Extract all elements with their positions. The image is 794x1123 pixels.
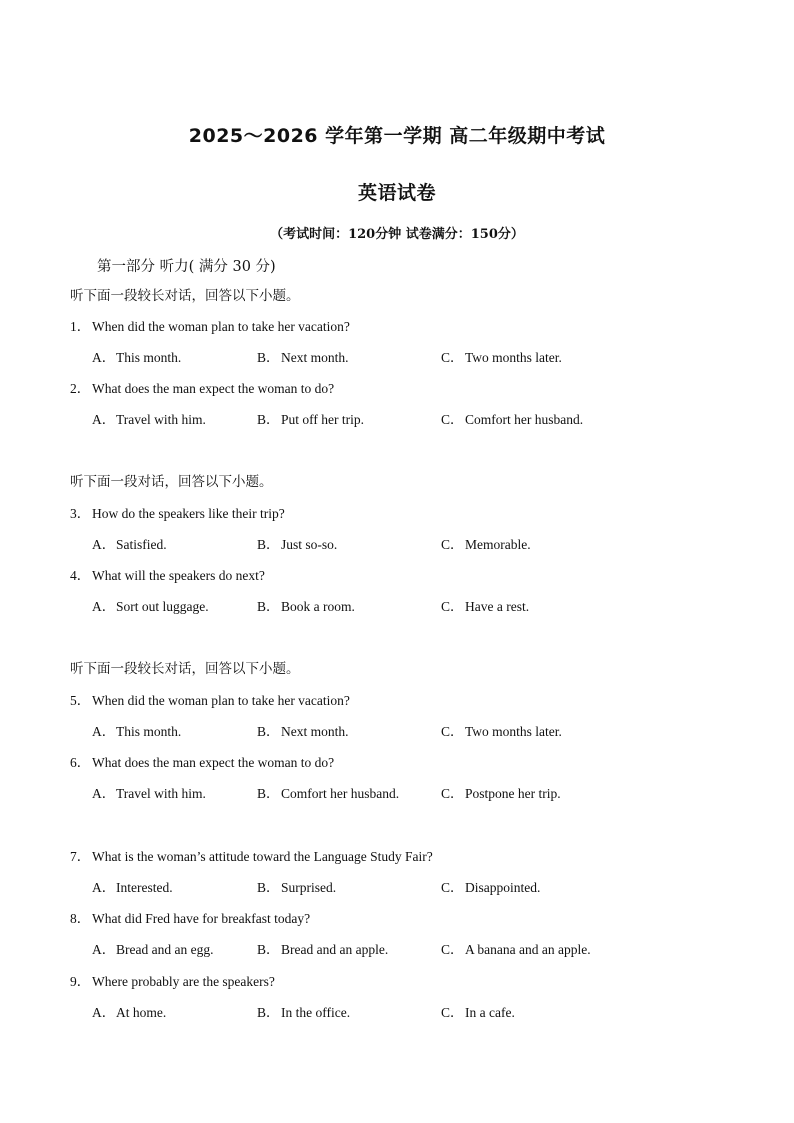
option-letter: B． <box>257 1005 280 1020</box>
option-c[interactable] <box>441 720 562 740</box>
question-text: What will the speakers do next? <box>92 568 265 583</box>
option-letter: B． <box>257 786 280 801</box>
option-text: Book a room. <box>281 599 355 614</box>
option-text: Put off her trip. <box>281 412 364 427</box>
question-text: Where probably are the speakers? <box>92 974 275 989</box>
option-c[interactable] <box>441 595 529 615</box>
option-text: In a cafe. <box>465 1005 515 1020</box>
option-a[interactable] <box>92 782 206 802</box>
option-text: Bread and an apple. <box>281 942 389 957</box>
question-2 <box>70 377 334 397</box>
option-c[interactable] <box>441 938 591 958</box>
option-text: In the office. <box>281 1005 351 1020</box>
option-b[interactable] <box>257 782 399 802</box>
question-number: 8． <box>70 911 91 926</box>
question-8 <box>70 907 310 927</box>
option-letter: A． <box>92 412 116 427</box>
option-text: Comfort her husband. <box>465 412 584 427</box>
option-a[interactable] <box>92 408 206 428</box>
option-letter: C． <box>441 786 464 801</box>
option-letter: B． <box>257 880 280 895</box>
option-letter: A． <box>92 880 116 895</box>
option-text: Have a rest. <box>465 599 530 614</box>
option-b[interactable] <box>257 408 364 428</box>
option-a[interactable] <box>92 938 213 958</box>
option-text: Next month. <box>281 350 349 365</box>
question-text: How do the speakers like their trip? <box>92 506 285 521</box>
section-instruction: 听下面一段对话，回答以下小题。 <box>70 474 273 490</box>
option-text: Two months later. <box>465 350 562 365</box>
question-number: 9． <box>70 974 91 989</box>
question-5 <box>70 689 350 709</box>
exam-title: 2025～2026 学年第一学期 高二年级期中考试 <box>188 125 606 147</box>
question-text: What did Fred have for breakfast today? <box>92 911 311 926</box>
question-text: When did the woman plan to take her vacation? <box>92 319 350 334</box>
option-text: Memorable. <box>465 537 531 552</box>
question-1 <box>70 315 350 335</box>
option-letter: A． <box>92 1005 116 1020</box>
option-text: Next month. <box>281 724 349 739</box>
part-heading: 第一部分 听力( 满分 30 分) <box>97 259 276 275</box>
option-a[interactable] <box>92 595 209 615</box>
section-instruction: 听下面一段较长对话，回答以下小题。 <box>70 661 300 677</box>
option-letter: A． <box>92 350 116 365</box>
option-letter: C． <box>441 724 464 739</box>
option-letter: C． <box>441 1005 464 1020</box>
question-3 <box>70 502 285 522</box>
option-text: This month. <box>116 350 182 365</box>
option-b[interactable] <box>257 938 388 958</box>
question-number: 5． <box>70 693 91 708</box>
option-letter: C． <box>441 537 464 552</box>
option-text: At home. <box>116 1005 167 1020</box>
option-letter: A． <box>92 537 116 552</box>
option-letter: B． <box>257 942 280 957</box>
exam-info: （考试时间：120分钟 试卷满分：150分） <box>270 227 524 242</box>
option-text: Satisfied. <box>116 537 167 552</box>
option-letter: B． <box>257 350 280 365</box>
option-text: Comfort her husband. <box>281 786 400 801</box>
question-6 <box>70 751 334 771</box>
option-text: Bread and an egg. <box>116 942 214 957</box>
question-text: What is the woman’s attitude toward the Language Study Fair? <box>92 849 433 864</box>
option-text: Postpone her trip. <box>465 786 561 801</box>
option-a[interactable] <box>92 876 173 896</box>
question-number: 3． <box>70 506 91 521</box>
option-text: Interested. <box>116 880 173 895</box>
option-c[interactable] <box>441 1001 515 1021</box>
question-number: 4． <box>70 568 91 583</box>
question-number: 2． <box>70 381 91 396</box>
option-c[interactable] <box>441 408 583 428</box>
question-7 <box>70 845 433 865</box>
option-c[interactable] <box>441 533 531 553</box>
option-letter: A． <box>92 942 116 957</box>
option-a[interactable] <box>92 533 167 553</box>
option-letter: B． <box>257 537 280 552</box>
option-letter: C． <box>441 412 464 427</box>
option-c[interactable] <box>441 782 561 802</box>
exam-subject: 英语试卷 <box>357 182 436 204</box>
option-text: Surprised. <box>281 880 337 895</box>
question-text: What does the man expect the woman to do? <box>92 755 335 770</box>
option-text: Sort out luggage. <box>116 599 209 614</box>
option-text: Travel with him. <box>116 786 206 801</box>
question-number: 7． <box>70 849 91 864</box>
option-letter: B． <box>257 724 280 739</box>
option-a[interactable] <box>92 346 181 366</box>
option-text: Just so-so. <box>281 537 338 552</box>
option-letter: C． <box>441 599 464 614</box>
question-text: What does the man expect the woman to do? <box>92 381 335 396</box>
option-text: Travel with him. <box>116 412 206 427</box>
option-letter: A． <box>92 724 116 739</box>
option-letter: C． <box>441 942 464 957</box>
option-letter: C． <box>441 350 464 365</box>
option-a[interactable] <box>92 720 181 740</box>
option-letter: A． <box>92 599 116 614</box>
option-text: A banana and an apple. <box>465 942 591 957</box>
option-c[interactable] <box>441 346 562 366</box>
option-b[interactable] <box>257 595 355 615</box>
option-b[interactable] <box>257 1001 350 1021</box>
option-text: Two months later. <box>465 724 562 739</box>
option-b[interactable] <box>257 720 349 740</box>
option-text: Disappointed. <box>465 880 541 895</box>
question-number: 6． <box>70 755 91 770</box>
option-letter: C． <box>441 880 464 895</box>
section-instruction: 听下面一段较长对话，回答以下小题。 <box>70 288 300 304</box>
option-letter: A． <box>92 786 116 801</box>
option-b[interactable] <box>257 533 337 553</box>
question-9 <box>70 970 275 990</box>
option-b[interactable] <box>257 346 349 366</box>
option-c[interactable] <box>441 876 540 896</box>
option-text: This month. <box>116 724 182 739</box>
option-a[interactable] <box>92 1001 166 1021</box>
question-text: When did the woman plan to take her vacation? <box>92 693 350 708</box>
option-letter: B． <box>257 599 280 614</box>
option-b[interactable] <box>257 876 336 896</box>
question-number: 1． <box>70 319 91 334</box>
question-4 <box>70 564 265 584</box>
option-letter: B． <box>257 412 280 427</box>
